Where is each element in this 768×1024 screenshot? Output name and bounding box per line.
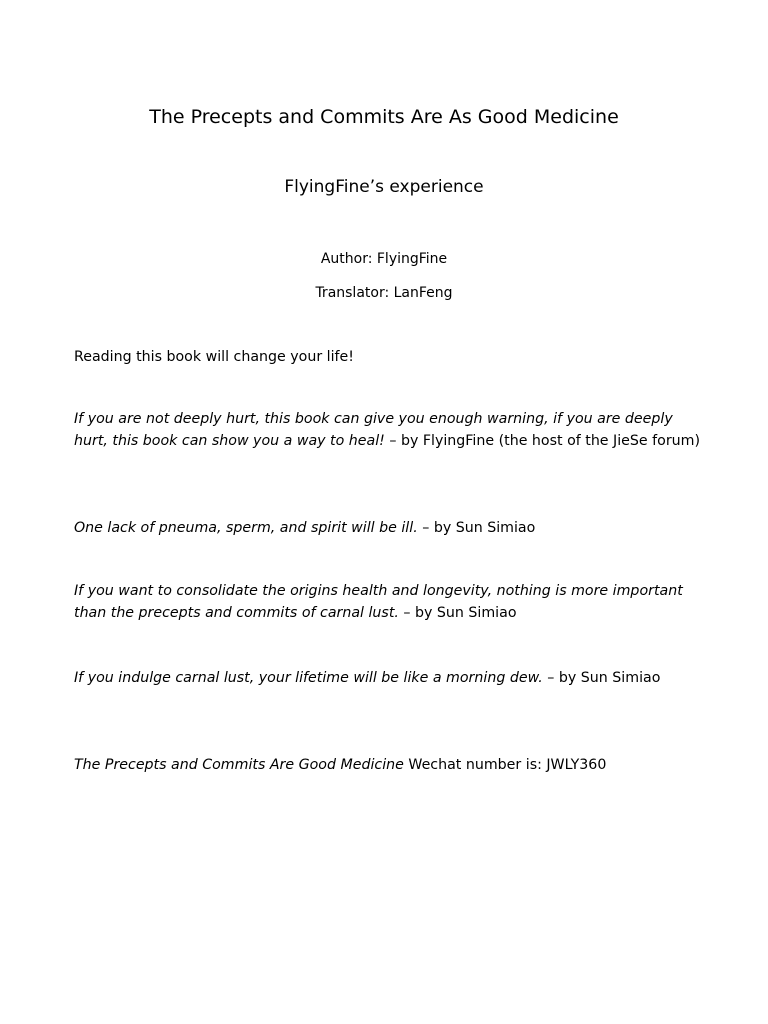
document-title: The Precepts and Commits Are As Good Medicine xyxy=(149,106,619,128)
wechat-paragraph xyxy=(74,754,700,776)
quote-text: If you want to consolidate the origins health and longevity, nothing is more important than the precepts and commits of carnal lust. xyxy=(74,583,683,621)
quote-attribution: – by Sun Simiao xyxy=(398,605,517,621)
wechat-number: Wechat number is: JWLY360 xyxy=(403,757,607,773)
quote-paragraph-3 xyxy=(74,580,700,624)
wechat-name: The Precepts and Commits Are Good Medicine xyxy=(74,757,404,773)
quote-text: If you indulge carnal lust, your lifetime will be like a morning dew. xyxy=(74,670,543,686)
quote-text: One lack of pneuma, sperm, and spirit will be ill. xyxy=(74,520,418,536)
quote-paragraph-1 xyxy=(74,408,700,452)
quote-paragraph-4 xyxy=(74,667,700,689)
quote-attribution: – by Sun Simiao xyxy=(542,670,661,686)
translator-line: Translator: LanFeng xyxy=(315,285,453,301)
quote-attribution: – by FlyingFine (the host of the JieSe forum) xyxy=(384,433,701,449)
document-subtitle: FlyingFine’s experience xyxy=(284,177,484,197)
quote-text: If you are not deeply hurt, this book can give you enough warning, if you are deeply hurt, this book can show you a way to heal! xyxy=(74,411,673,449)
quote-attribution: – by Sun Simiao xyxy=(417,520,536,536)
author-line: Author: FlyingFine xyxy=(320,251,448,267)
intro-paragraph: Reading this book will change your life! xyxy=(74,349,354,365)
quote-paragraph-2 xyxy=(74,517,700,539)
